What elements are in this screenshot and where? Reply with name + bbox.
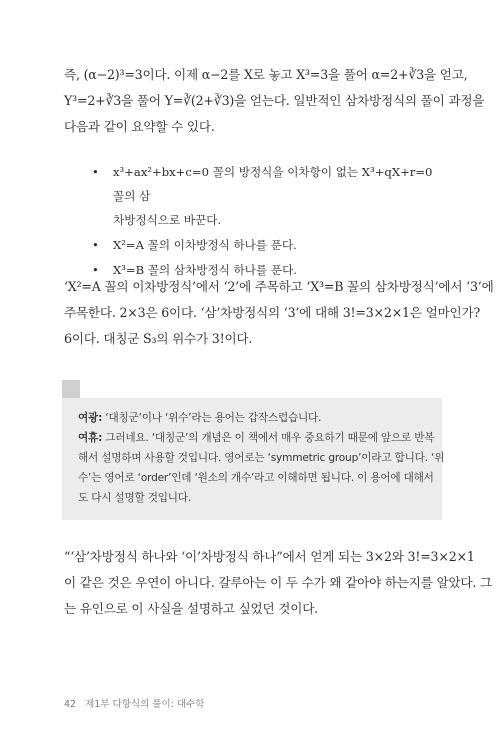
list-item-text: X³=B 꼴의 삼차방정식 하나를 푼다. [113, 263, 297, 277]
text-line: 즉, (α−2)³=3이다. 이제 α−2를 X로 놓고 X³=3을 풀어 α=2+∛3을 얻고, [64, 67, 468, 82]
page-footer [64, 696, 204, 710]
page-number: 42 [64, 699, 77, 710]
list-item-text: 차방정식으로 바꾼다. [113, 213, 222, 227]
summary-list [88, 160, 446, 283]
dialogue-marker-square [62, 380, 80, 398]
text-line: 주목한다. 2×3은 6이다. ‘삼’차방정식의 ‘3’에 대해 3!=3×2×1은 얼마인가? [64, 305, 481, 320]
list-item [88, 233, 446, 257]
dialogue-text: ‘대칭군’이나 ‘위수’라는 용어는 갑작스럽습니다. [105, 412, 322, 424]
dialogue-box [62, 398, 445, 520]
text-line: 6이다. 대칭군 S₃의 위수가 3!이다. [64, 331, 253, 346]
paragraph-3 [64, 544, 492, 622]
text-line: 이 같은 것은 우연이 아니다. 갈루아는 이 두 수가 왜 같아야 하는지를 알았다. 그 [64, 575, 492, 590]
paragraph-1 [64, 62, 485, 140]
paragraph-2 [64, 274, 494, 352]
text-line: 다음과 같이 요약할 수 있다. [64, 119, 215, 134]
list-item-text: X²=A 꼴의 이차방정식 하나를 푼다. [113, 238, 297, 252]
dialogue-text: 그러네요. ‘대칭군’의 개념은 이 책에서 매우 중요하기 때문에 앞으로 반복 [105, 432, 435, 444]
text-line: “‘삼’차방정식 하나와 ‘이’차방정식 하나”에서 얻게 되는 3×2와 3!=3×2×1 [64, 549, 475, 564]
dialogue-text: 수’는 영어로 ‘order’인데 ‘원소의 개수’라고 이해하면 됩니다. 이 용어에 대해서 [78, 472, 434, 484]
list-item [88, 160, 446, 232]
dialogue-text: 해서 설명하며 사용할 것입니다. 영어로는 ‘symmetric group’이라고 합니다. ‘위 [78, 452, 445, 464]
dialogue-line [78, 408, 434, 428]
text-line: 는 유인으로 이 사실을 설명하고 싶었던 것이다. [64, 601, 318, 616]
list-item-text: x³+ax²+bx+c=0 꼴의 방정식을 이차항이 없는 X³+qX+r=0 꼴의 삼 [113, 165, 433, 203]
text-line: ‘X²=A 꼴의 이차방정식’에서 ‘2’에 주목하고 ‘X³=B 꼴의 삼차방정식’에서 ‘3’에 [64, 279, 494, 294]
text-line: Y³=2+∛3을 풀어 Y=∛(2+∛3)을 얻는다. 일반적인 삼차방정식의 풀이 과정을 [64, 93, 485, 108]
speaker-label: 여광: [78, 412, 103, 424]
section-title: 제1부 다항식의 풀이: 대수학 [85, 699, 205, 710]
bullet-icon: • [92, 263, 99, 277]
bullet-icon: • [92, 165, 99, 179]
bullet-icon: • [92, 238, 99, 252]
speaker-label: 여휴: [78, 432, 103, 444]
dialogue-line [78, 428, 434, 448]
dialogue-text: 도 다시 설명할 것입니다. [78, 492, 192, 504]
